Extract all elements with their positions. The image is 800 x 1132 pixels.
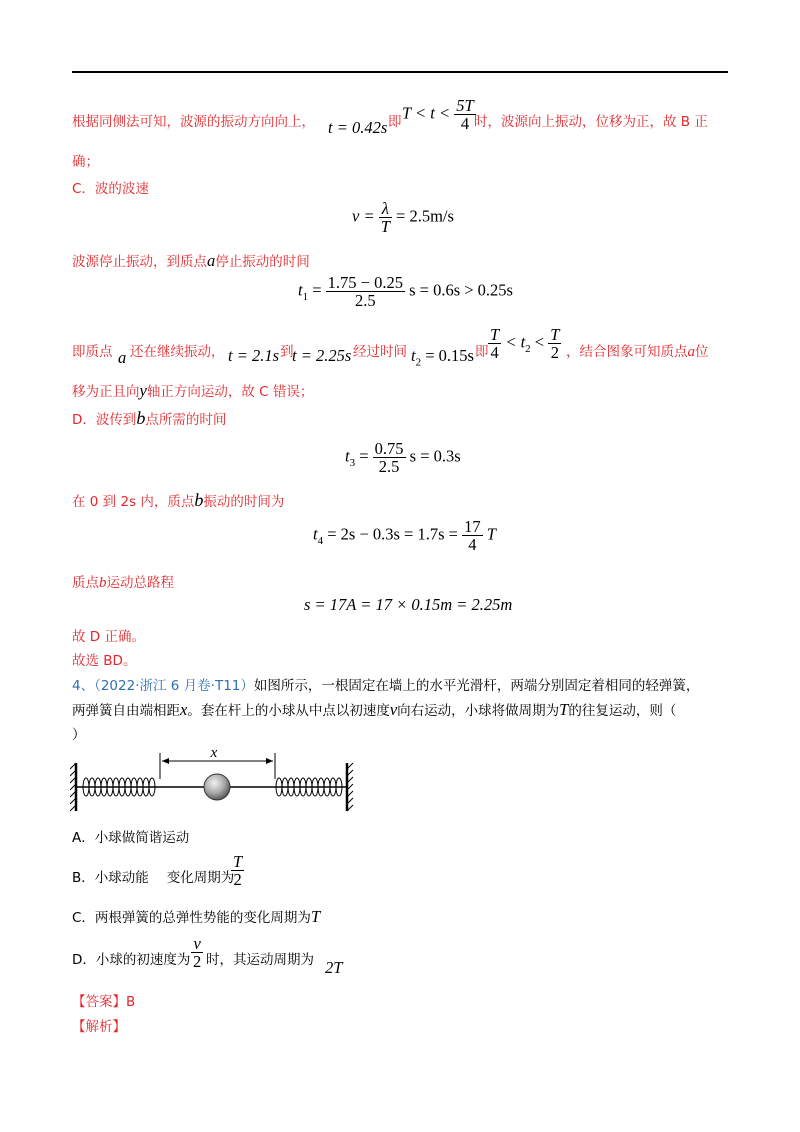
dim-label-x: x [210,745,218,761]
b-line-1-tail: 时，波源向上振动，位移为正，故 B 正 [474,114,708,130]
choose-bd: 故选 BD。 [72,653,137,669]
option-d-fraction: $\frac{v}{2}$ [193,934,202,972]
t3-formula: $t_3$ = $\frac{0.75}{2.5}$ s = 0.3s [345,439,461,477]
d-within: 在 0 到 2s 内，质点b振动的时间为 [72,490,285,510]
c-dao: 到 [280,344,294,360]
t-042-formula: t = 0.42s [328,118,388,137]
s-formula: s = 17A = 17 × 0.15m = 2.25m [304,595,513,614]
question-4-line-1: 4、（2022·浙江 6 月卷·T11）如图所示，一根固定在墙上的水平光滑杆，两端分别固定着相同的轻弹簧， [72,678,700,694]
c-heading: C．波的波速 [72,181,149,197]
wave-speed-formula: v = $\frac{\lambda}{T}$ = 2.5m/s [352,199,454,237]
b-ji: 即 [388,114,402,130]
c-line-2: 移为正且向y轴正方向运动，故 C 错误； [72,381,314,400]
b-line-1: 根据同侧法可知，波源的振动方向向上， [72,114,315,130]
t2-inequality: $\frac{T}{4}$ < $t_2$ < $\frac{T}{2}$ [490,325,560,363]
t-225: t = 2.25s [292,346,352,365]
option-d-value: 2T [325,958,343,977]
ball [204,774,230,800]
option-b: B．小球动能 变化周期为 [72,870,235,886]
option-b-fraction: $\frac{T}{2}$ [233,852,243,890]
t-21: t = 2.1s [228,346,280,365]
c-stop-line: 波源停止振动，到质点a停止振动的时间 [72,251,310,270]
analysis-label: 【解析】 [72,1019,126,1035]
answer-line: 【答案】B [72,994,136,1010]
d-heading: D．波传到b点所需的时间 [72,408,227,428]
t2-formula: $t_2 = 0.15s$ [411,346,474,369]
question-4-line-2: 两弹簧自由端相距x。套在杆上的小球从中点以初速度v向右运动，小球将做周期为T的往复运动，则（ [72,700,677,719]
t1-formula: $t_1$ = $\frac{1.75 - 0.25}{2.5}$ s = 0.6s > 0.25s [298,273,513,311]
d-path: 质点b运动总路程 [72,575,174,591]
header-rule [72,71,728,73]
c-line-a: 即质点 [72,344,113,360]
option-c: C．两根弹簧的总弹性势能的变化周期为T [72,907,321,926]
question-4-line-3: ） [72,727,86,743]
c-ji: 即 [475,344,489,360]
c-var-a: a [118,348,127,367]
dim-arrow-left [162,758,169,764]
d-correct: 故 D 正确。 [72,629,145,645]
b-line-2: 确； [72,154,99,170]
option-a: A．小球做简谐运动 [72,830,190,846]
option-d-tail: 时，其运动周期为 [206,952,314,968]
t4-formula: $t_4 = 2s - 0.3s = 1.7s$ = $\frac{17}{4}$ T [313,517,496,555]
c-jingguo: 经过时间 [353,344,407,360]
dim-arrow-right [266,758,273,764]
c-line-a-2: 还在继续振动， [130,344,225,360]
b-inequality: T < t < $\frac{5T}{4}$ [402,96,474,134]
option-d: D．小球的初速度为 [72,952,191,968]
c-combine: ，结合图象可知质点a位 [566,344,709,360]
spring-ball-figure [70,745,365,815]
